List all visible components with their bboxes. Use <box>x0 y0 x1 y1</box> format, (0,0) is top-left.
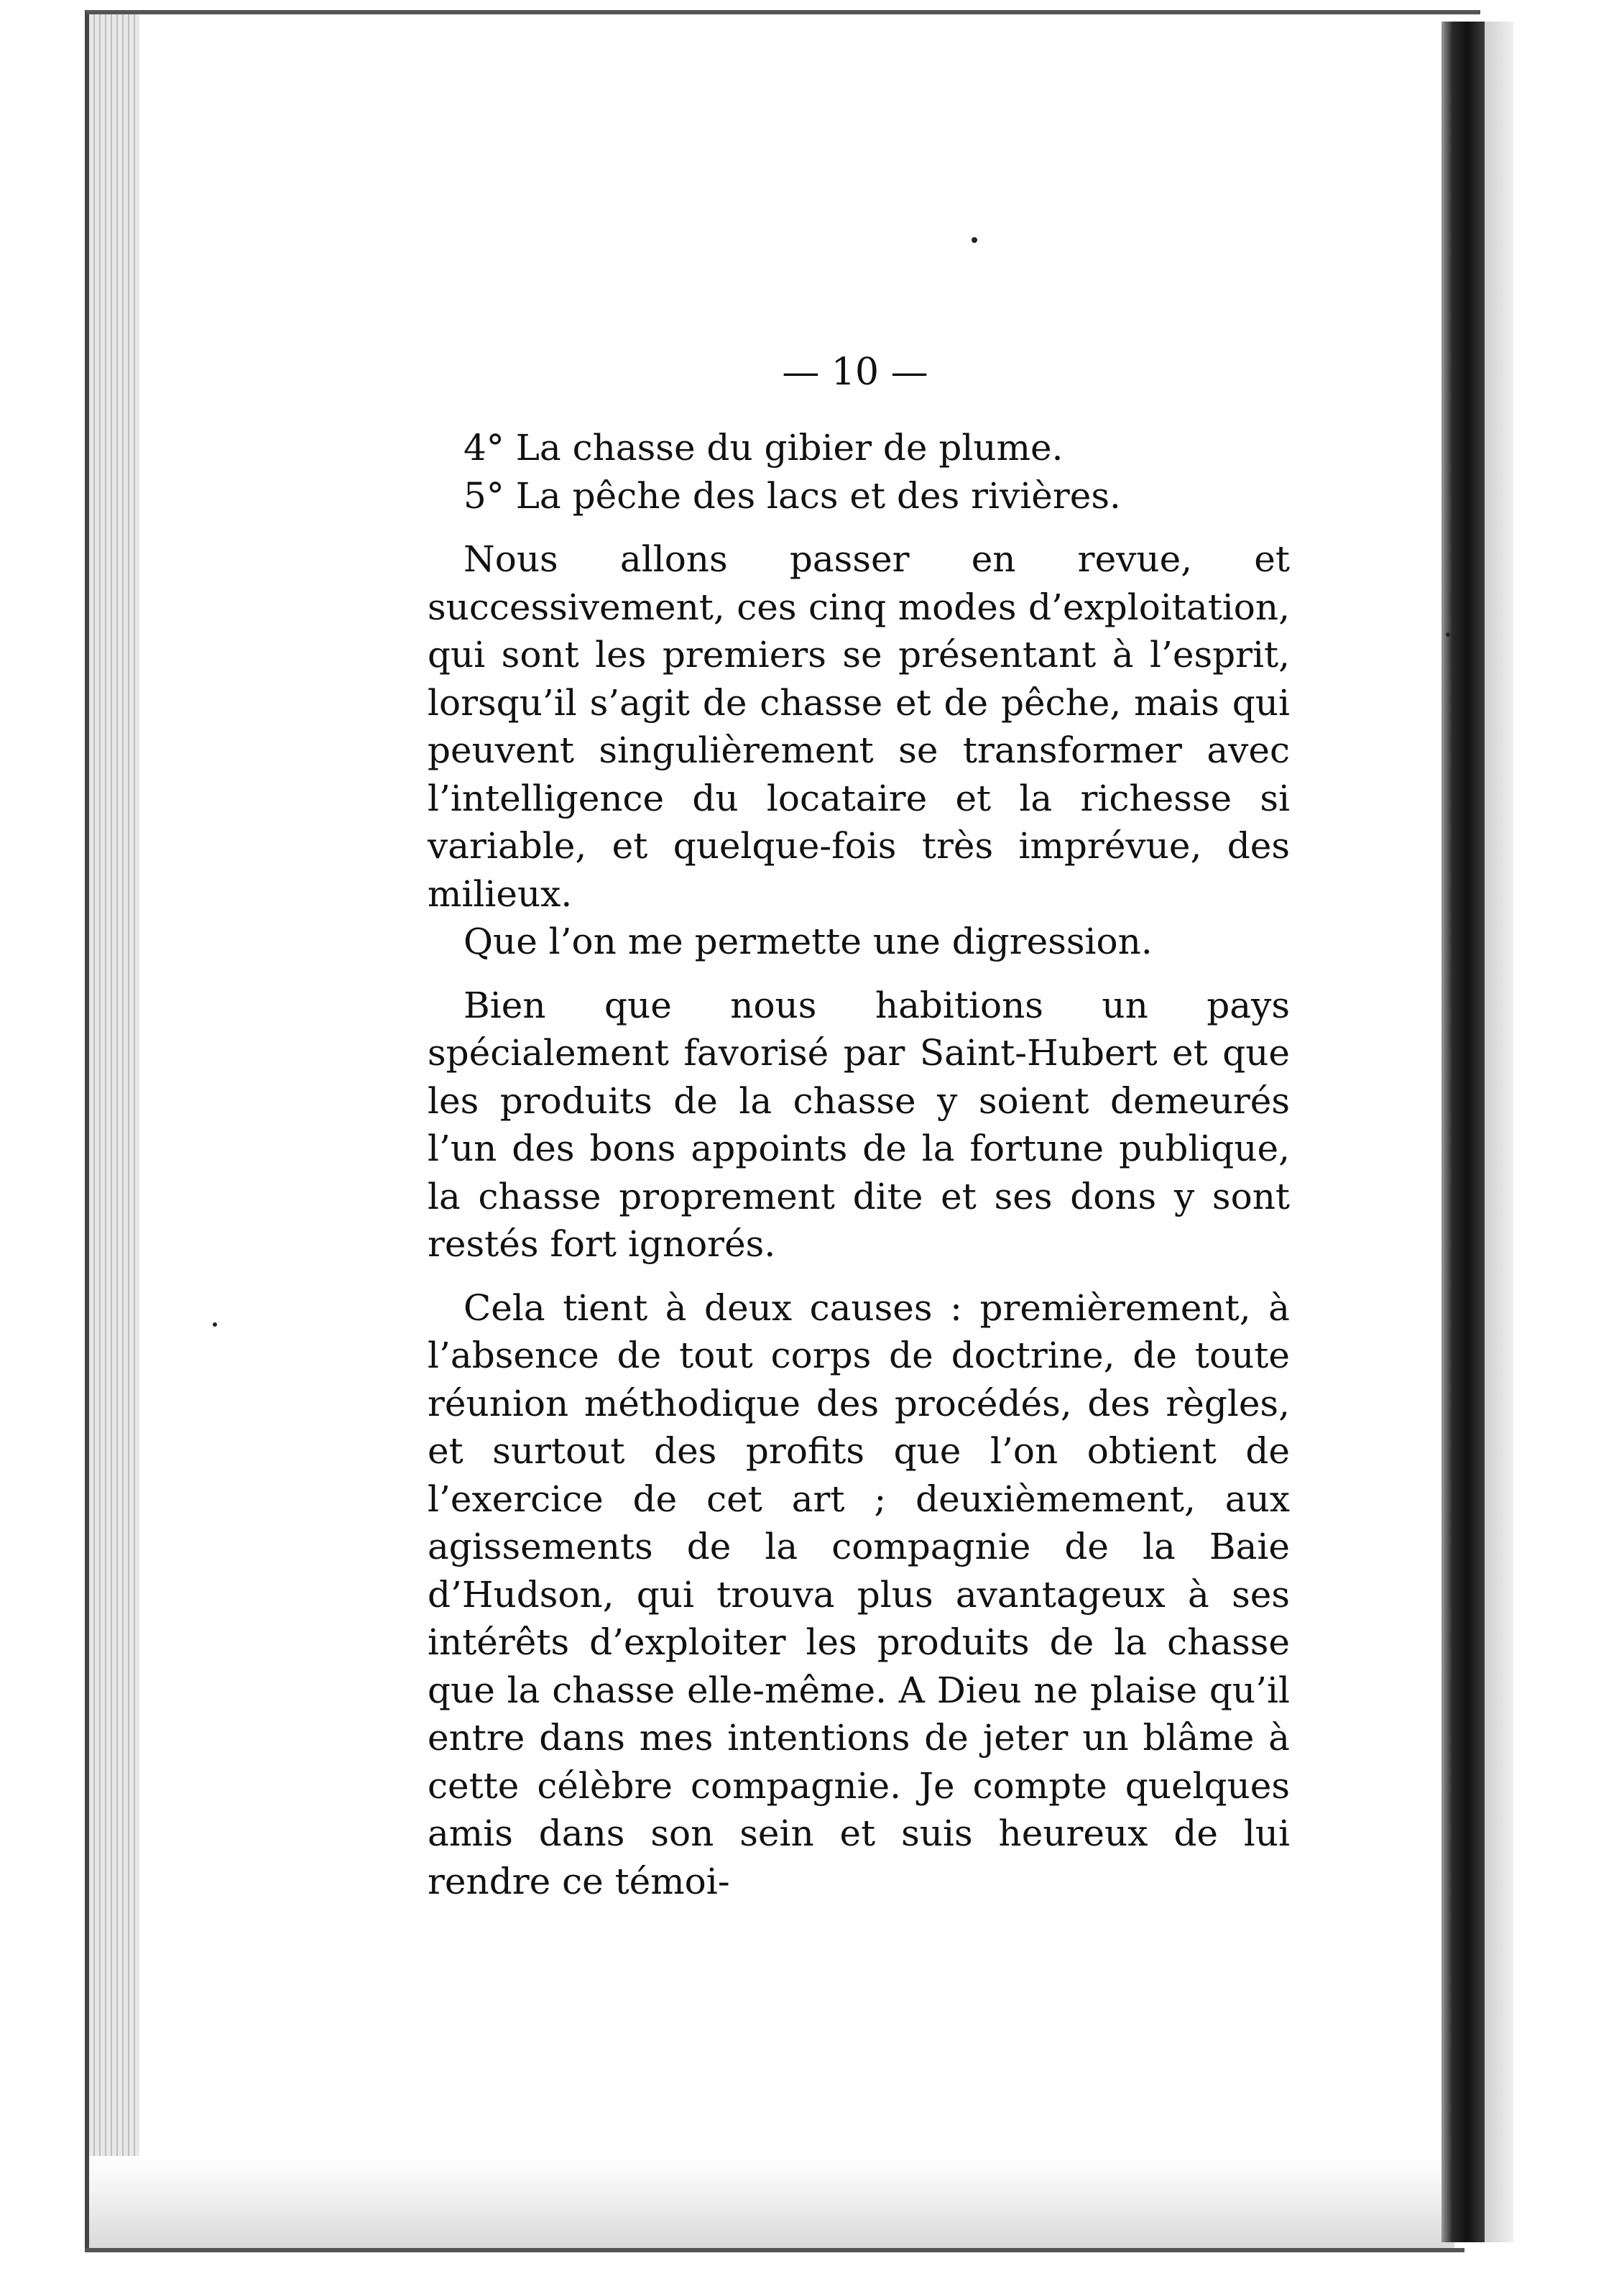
body-text <box>428 338 1290 1905</box>
page-stack-edge <box>89 14 139 2249</box>
list-item: 4° La chasse du gibier de plume. <box>463 427 1064 469</box>
book-gutter <box>1441 22 1485 2242</box>
scan-speck <box>1446 632 1450 637</box>
book-left-edge <box>85 10 89 2252</box>
gutter-highlight <box>1485 22 1513 2242</box>
paragraph: Bien que nous habitions un pays spécialement favorisé par Saint-Hubert et que les produits de la chasse y soient demeurés l’un des bons appoints de la fortune publique, la chasse proprement dite et ses dons y sont restés fort ignorés. <box>428 984 1290 1265</box>
paragraph: Cela tient à deux causes : premièrement, à l’absence de tout corps de doctrine, de toute réunion méthodique des procédés, des règles, et surtout des profits que l’on obtient de l’exercice de cet art ; deuxièmement, aux agissements de la compagnie de la Baie d’Hudson, qui trouva plus avantageux à ses intérêts d’exploiter les produits de la chasse que la chasse elle-même. A Dieu ne plaise qu’il entre dans mes intentions de jeter un blâme à cette célèbre compagnie. Je compte quelques amis dans son sein et suis heureux de lui rendre ce témoi- <box>428 1286 1290 1902</box>
paragraph: Nous allons passer en revue, et successivement, ces cinq modes d’exploitation, qui sont les premiers se présentant à l’esprit, lorsqu’il s’agit de chasse et de pêche, mais qui peuvent singulièrement se transformer avec l’intelligence du locataire et la richesse si variable, et quelque-fois très imprévue, des milieux. <box>428 538 1290 915</box>
list-item: 5° La pêche des lacs et des rivières. <box>463 474 1121 517</box>
paragraph: Que l’on me permette une digression. <box>463 921 1153 962</box>
book-bottom-edge <box>85 2248 1464 2252</box>
page-number: — 10 — <box>782 351 928 394</box>
scan-speck <box>213 1322 217 1327</box>
facing-page-edge <box>1513 36 1624 2228</box>
scan-speck <box>972 237 977 243</box>
page-stack-bottom <box>89 2156 1454 2249</box>
